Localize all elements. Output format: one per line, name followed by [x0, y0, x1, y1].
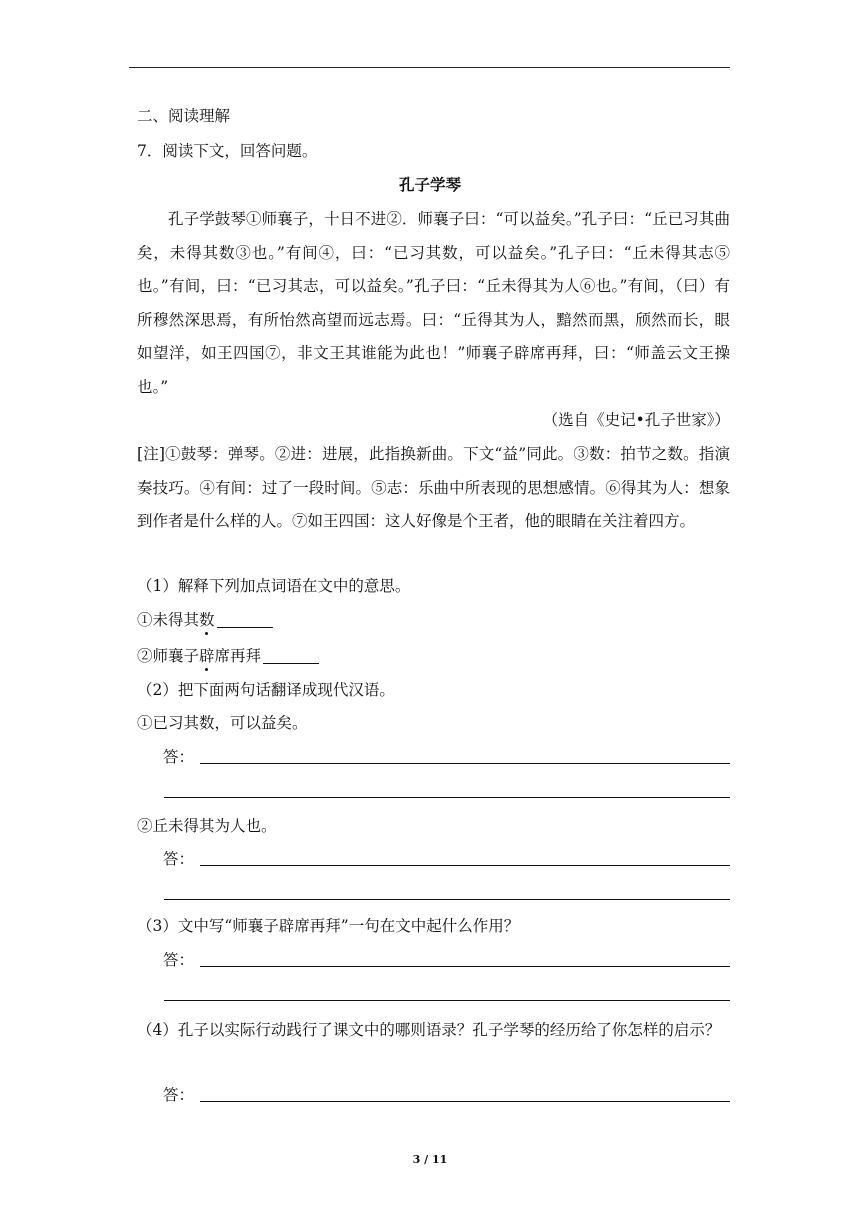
q1-prompt: （1）解释下列加点词语在文中的意思。: [137, 577, 411, 595]
answer-line[interactable]: [200, 763, 730, 764]
answer-label: 答：: [163, 1086, 195, 1104]
q1-item-2-text: ②师襄子: [137, 647, 200, 665]
q2-item-2: ②丘未得其为人也。: [137, 817, 277, 835]
q1-item-2: [137, 645, 730, 667]
answer-line[interactable]: [200, 865, 730, 866]
answer-line[interactable]: [164, 1000, 730, 1001]
question-intro: 7．阅读下文，回答问题。: [137, 142, 318, 160]
dotted-word: 数: [199, 611, 215, 629]
answer-line[interactable]: [200, 966, 730, 967]
q2-prompt: （2）把下面两句话翻译成现代汉语。: [137, 681, 395, 699]
q4-prompt: （4）孔子以实际行动践行了课文中的哪则语录？孔子学琴的经历给了你怎样的启示？: [137, 1021, 721, 1039]
header-rule: [129, 67, 730, 68]
q1-item-1-text: ①未得其: [137, 611, 200, 629]
passage-text: 孔子学鼓琴①师襄子，十日不进②．师襄子曰：“可以益矣。”孔子曰：“丘已习其曲矣，未得其数③也。”有间④，曰：“已习其数，可以益矣。”孔子曰：“丘未得其志⑤也。”有间，曰：“已习其志，可以益矣。”孔子曰：“丘未得其为人⑥也。”有间，（曰）有所穆然深思焉，有所怡然高望而远志焉。曰：“丘得其为人，黯然而黑，颀然而长，眼如望洋，如王四国⑦，非文王其谁能为此也！”师襄子辟席再拜，曰：“师盖云文王操也。”: [137, 210, 730, 396]
answer-line[interactable]: [164, 899, 730, 900]
dotted-word: 辟: [199, 647, 215, 665]
answer-label: 答：: [163, 748, 195, 766]
answer-label: 答：: [163, 850, 195, 868]
fill-blank[interactable]: [217, 611, 273, 628]
q2-item-1: ①已习其数，可以益矣。: [137, 714, 308, 732]
answer-line[interactable]: [164, 797, 730, 798]
q1-item-2-after: 席再拜: [214, 647, 262, 665]
q3-prompt: （3）文中写“师襄子辟席再拜”一句在文中起什么作用？: [137, 917, 520, 935]
annotation-notes: [注]①鼓琴：弹琴。②进：进展，此指换新曲。下文“益”同此。③数：拍节之数。指演奏技巧。④有间：过了一段时间。⑤志：乐曲中所表现的思想感情。⑥得其为人：想象到作者是什么样的人。⑦如王四国：这人好像是个王者，他的眼睛在关注着四方。: [137, 445, 730, 531]
answer-label: 答：: [163, 951, 195, 969]
passage-source: （选自《史记•孔子世家》）: [542, 411, 730, 429]
answer-line[interactable]: [200, 1101, 730, 1102]
fill-blank[interactable]: [263, 647, 319, 664]
passage-title: 孔子学琴: [398, 176, 461, 194]
section-heading: 二、阅读理解: [137, 107, 231, 125]
page-number: 3 / 11: [412, 1153, 448, 1166]
q1-item-1: [137, 609, 730, 631]
